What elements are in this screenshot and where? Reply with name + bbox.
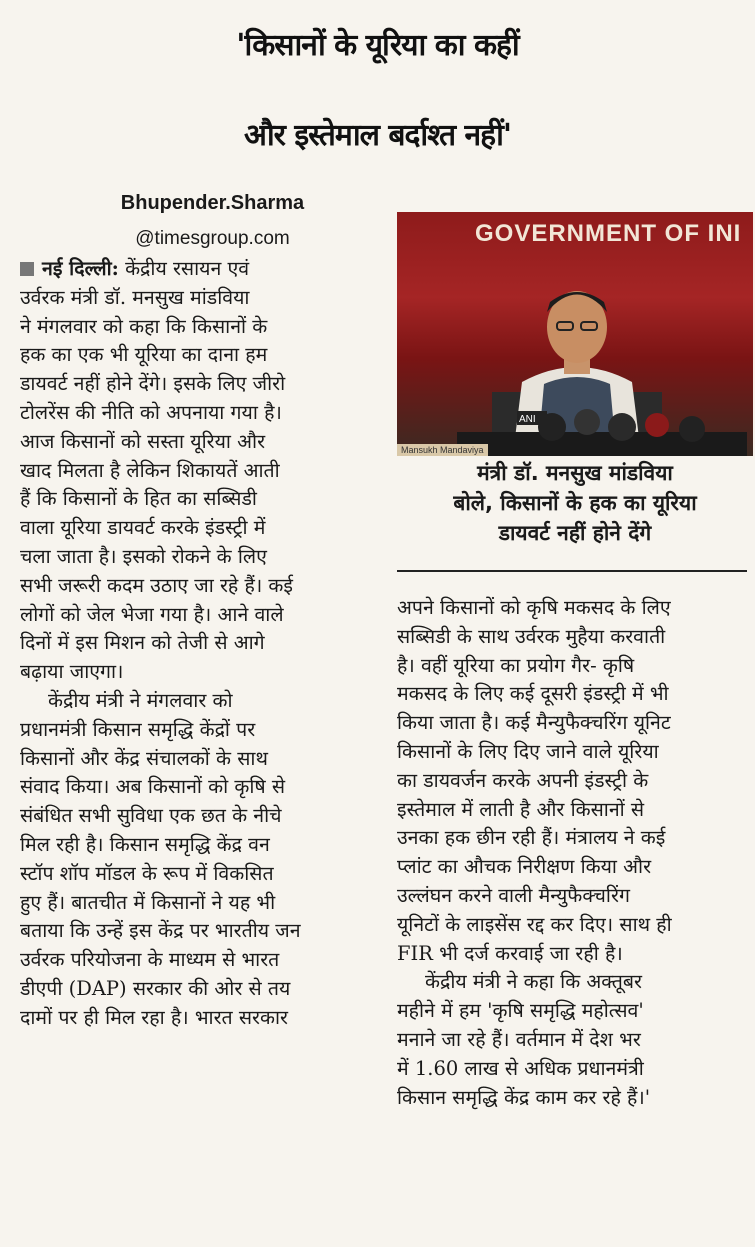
- article-line: ने मंगलवार को कहा कि किसानों के: [20, 314, 268, 338]
- article-line: है। वहीं यूरिया का प्रयोग गैर- कृषि: [397, 653, 635, 677]
- article-column-2: [397, 594, 747, 1112]
- article-line: उनका हक छीन रही हैं। मंत्रालय ने कई: [397, 826, 666, 850]
- article-line: संवाद किया। अब किसानों को कृषि से: [20, 775, 286, 799]
- byline: [0, 190, 395, 252]
- caption-line: डायवर्ट नहीं होने देंगे: [498, 521, 652, 545]
- headline-line-2: और इस्तेमाल बर्दाश्त नहीं': [243, 118, 512, 153]
- article-line: आज किसानों को सस्ता यूरिया और: [20, 429, 266, 453]
- article-line: सब्सिडी के साथ उर्वरक मुहैया करवाती: [397, 624, 666, 648]
- article-line: वाला यूरिया डायवर्ट करके इंडस्ट्री में: [20, 516, 266, 540]
- article-line: केंद्रीय मंत्री ने मंगलवार को: [48, 688, 233, 712]
- article-line: FIR भी दर्ज करवाई जा रही है।: [397, 941, 623, 965]
- mic-label: ANI: [519, 414, 536, 425]
- article-line: प्लांट का औचक निरीक्षण किया और: [397, 855, 652, 879]
- article-line: दिनों में इस मिशन को तेजी से आगे: [20, 631, 265, 655]
- article-column-1: [20, 255, 372, 1033]
- headline-line-1: 'किसानों के यूरिया का कहीं: [236, 28, 519, 63]
- microphones-icon: [457, 397, 747, 456]
- article-line: दामों पर ही मिल रहा है। भारत सरकार: [20, 1005, 289, 1029]
- article-line: सभी जरूरी कदम उठाए जा रहे हैं। कई: [20, 573, 293, 597]
- article-line: में 1.60 लाख से अधिक प्रधानमंत्री: [397, 1056, 644, 1080]
- article-line: किया जाता है। कई मैन्युफैक्चरिंग यूनिट: [397, 711, 671, 735]
- article-line: महीने में हम 'कृषि समृद्धि महोत्सव': [397, 999, 644, 1023]
- photo-nameplate: Mansukh Mandaviya: [397, 444, 488, 456]
- article-line: हैं कि किसानों के हित का सब्सिडी: [20, 487, 257, 511]
- article-line: किसानों के लिए दिए जाने वाले यूरिया: [397, 739, 659, 763]
- article-line: संबंधित सभी सुविधा एक छत के नीचे: [20, 804, 282, 828]
- article-line: टोलरेंस की नीति को अपनाया गया है।: [20, 400, 282, 424]
- article-line: बढ़ाया जाएगा।: [20, 660, 124, 684]
- article-line: का डायवर्जन करके अपनी इंडस्ट्री के: [397, 768, 649, 792]
- article-line: स्टॉप शॉप मॉडल के रूप में विकसित: [20, 861, 274, 885]
- article-line: मनाने जा रहे हैं। वर्तमान में देश भर: [397, 1027, 641, 1051]
- photo-banner-text: GOVERNMENT OF INI: [475, 220, 742, 247]
- article-line: खाद मिलता है लेकिन शिकायतें आती: [20, 458, 280, 482]
- article-line: इस्तेमाल में लाती है और किसानों से: [397, 797, 645, 821]
- caption-divider: [397, 570, 747, 572]
- bullet-square-icon: [20, 262, 34, 276]
- article-line: चला जाता है। इसको रोकने के लिए: [20, 544, 267, 568]
- article-line: यूनिटों के लाइसेंस रद्द कर दिए। साथ ही: [397, 912, 672, 936]
- article-line: डायवर्ट नहीं होने देंगे। इसके लिए जीरो: [20, 372, 286, 396]
- article-line: उर्वरक परियोजना के माध्यम से भारत: [20, 948, 280, 972]
- byline-email: @timesgroup.com: [135, 228, 290, 249]
- caption-line: बोले, किसानों के हक का यूरिया: [453, 491, 697, 515]
- article-line: अपने किसानों को कृषि मकसद के लिए: [397, 596, 671, 619]
- dateline: नई दिल्ली:: [42, 257, 119, 280]
- photo-caption: [397, 458, 753, 548]
- article-line: हक का एक भी यूरिया का दाना हम: [20, 343, 268, 367]
- article-line: बताया कि उन्हें इस केंद्र पर भारतीय जन: [20, 919, 301, 943]
- article-line: किसान समृद्धि केंद्र काम कर रहे हैं।': [397, 1085, 651, 1109]
- caption-line: मंत्री डॉ. मनसुख मांडविया: [477, 461, 673, 485]
- article-line: मकसद के लिए कई दूसरी इंडस्ट्री में भी: [397, 682, 669, 706]
- news-photo: [397, 212, 753, 456]
- article-line: किसानों और केंद्र संचालकों के साथ: [20, 746, 268, 770]
- article-line: डीएपी (DAP) सरकार की ओर से तय: [20, 976, 291, 1000]
- article-line: उर्वरक मंत्री डॉ. मनसुख मांडविया: [20, 285, 250, 309]
- byline-name: Bhupender.Sharma: [120, 192, 305, 214]
- article-first-line: [20, 255, 372, 284]
- article-line: मिल रही है। किसान समृद्धि केंद्र वन: [20, 832, 270, 856]
- headline: [0, 0, 755, 190]
- article-line: उल्लंघन करने वाली मैन्युफैक्चरिंग: [397, 883, 630, 907]
- article-line: लोगों को जेल भेजा गया है। आने वाले: [20, 602, 284, 626]
- article-line: हुए हैं। बातचीत में किसानों ने यह भी: [20, 890, 276, 914]
- article-line: केंद्रीय रसायन एवं: [125, 257, 250, 280]
- article-line: प्रधानमंत्री किसान समृद्धि केंद्रों पर: [20, 717, 256, 741]
- article-line: केंद्रीय मंत्री ने कहा कि अक्तूबर: [425, 970, 642, 994]
